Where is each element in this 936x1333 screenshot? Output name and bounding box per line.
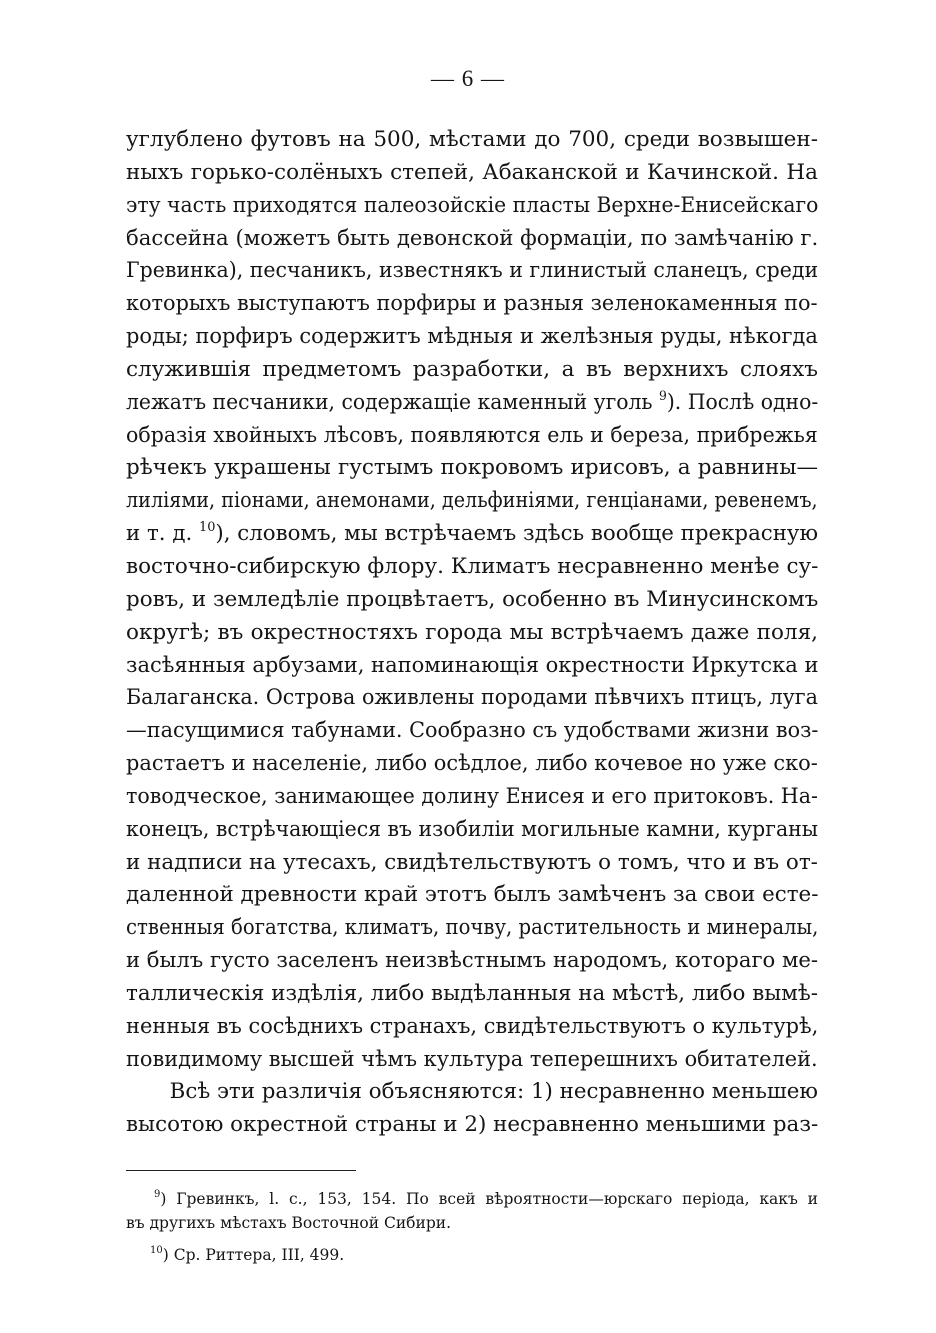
text-line-with-footnote-ref: [126, 387, 818, 420]
text-line: высотою окрестной страны и 2) несравненно меньшими раз-: [126, 1112, 819, 1138]
footnote-text: ) Ср. Риттера, III, 499.: [162, 1246, 345, 1264]
text-line: засѣянныя арбузами, напоминающія окрестности Иркутска и: [126, 652, 819, 678]
text-line: углублено футовъ на 500, мѣстами до 700, среди возвышен-: [126, 127, 818, 152]
text-line: округѣ; въ окрестностяхъ города мы встрѣчаемъ даже поля,: [126, 619, 818, 645]
text-line: ровъ, и земледѣліе процвѣтаетъ, особенно въ Минусинскомъ: [126, 586, 819, 612]
text-line: рѣчекъ украшены густымъ покровомъ ирисовъ, а равнины—: [126, 455, 818, 481]
footnote-9-continued: въ другихъ мѣстахъ Восточной Сибири.: [126, 1214, 452, 1232]
text-line-with-footnote-ref: [126, 518, 818, 551]
footnote-separator: [126, 1170, 356, 1171]
footnote-mark: 10: [150, 1245, 163, 1256]
text-line: восточно-сибирскую флору. Климатъ несравненно менѣе су-: [126, 553, 819, 579]
text-line: Гревинка), песчаникъ, известнякъ и глинистый сланецъ, среди: [126, 258, 819, 284]
footnote-ref-10: 10: [199, 520, 216, 536]
footnote-ref-9: 9: [658, 388, 667, 404]
paragraph-start-line: Всѣ эти различія объясняются: 1) несравненно меньшею: [169, 1079, 818, 1105]
text-line: даленной древности край этотъ былъ замѣченъ за свои есте-: [126, 882, 819, 908]
text-line: которыхъ выступаютъ порфиры и разныя зеленокаменныя по-: [126, 291, 818, 317]
text-line: эту часть приходятся палеозойскіе пласты Верхне-Енисейскаго: [126, 192, 819, 218]
text-segment: ). Послѣ одно-: [666, 389, 819, 415]
text-segment: лежатъ песчаники, содержащіе каменный уголь: [126, 389, 653, 415]
text-line: ненныя въ сосѣднихъ странахъ, свидѣтельствуютъ о культурѣ,: [126, 1013, 819, 1039]
footnote-9: [126, 1187, 818, 1211]
footnote-mark: 9: [154, 1189, 161, 1200]
text-line: ственныя богатства, климатъ, почву, растительность и минералы,: [126, 915, 819, 941]
text-line: и надписи на утесахъ, свидѣтельствуютъ о томъ, что и въ от-: [126, 849, 818, 875]
text-line: лиліями, піонами, анемонами, дельфиніями, генціанами, ревенемъ,: [126, 488, 818, 514]
text-line: Балаганска. Острова оживлены породами пѣвчихъ птицъ, луга: [126, 685, 818, 711]
text-line: служившія предметомъ разработки, а въ верхнихъ слояхъ: [126, 356, 818, 382]
text-line: конецъ, встрѣчающіеся въ изобиліи могильные камни, курганы: [126, 816, 819, 842]
footnotes: [126, 1187, 818, 1267]
text-line: бассейна (можетъ быть девонской формаціи, по замѣчанію г.: [126, 225, 819, 251]
main-text-block: [126, 124, 818, 1142]
text-line: —пасущимися табунами. Сообразно съ удобствами жизни воз-: [126, 718, 819, 744]
text-line: растаетъ и населеніе, либо осѣдлое, либо кочевое но уже ско-: [126, 751, 818, 777]
text-line: и былъ густо заселенъ неизвѣстнымъ народомъ, котораго ме-: [126, 948, 819, 974]
footnote-10: [126, 1243, 818, 1267]
text-segment: ), словомъ, мы встрѣчаемъ здѣсь вообще прекрасную: [215, 521, 819, 547]
paragraph-end-line: повидимому высшей чѣмъ культура теперешнихъ обитателей.: [126, 1046, 818, 1072]
text-line: роды; порфиръ содержитъ мѣдныя и желѣзныя руды, нѣкогда: [126, 324, 818, 350]
text-line: образія хвойныхъ лѣсовъ, появляются ель и береза, прибрежья: [126, 422, 818, 448]
text-line: товодческое, занимающее долину Енисея и его притоковъ. На-: [126, 783, 818, 809]
footnote-text: ) Гревинкъ, l. c., 153, 154. По всей вѣроятности—юрскаго періода, какъ и: [160, 1190, 818, 1208]
page-number: — 6 —: [431, 66, 505, 91]
text-line: таллическія издѣлія, либо выдѣланныя на мѣстѣ, либо вымѣ-: [126, 980, 819, 1006]
text-segment: и т. д.: [126, 521, 193, 547]
text-line: ныхъ горько-солёныхъ степей, Абаканской и Качинской. На: [126, 159, 818, 185]
